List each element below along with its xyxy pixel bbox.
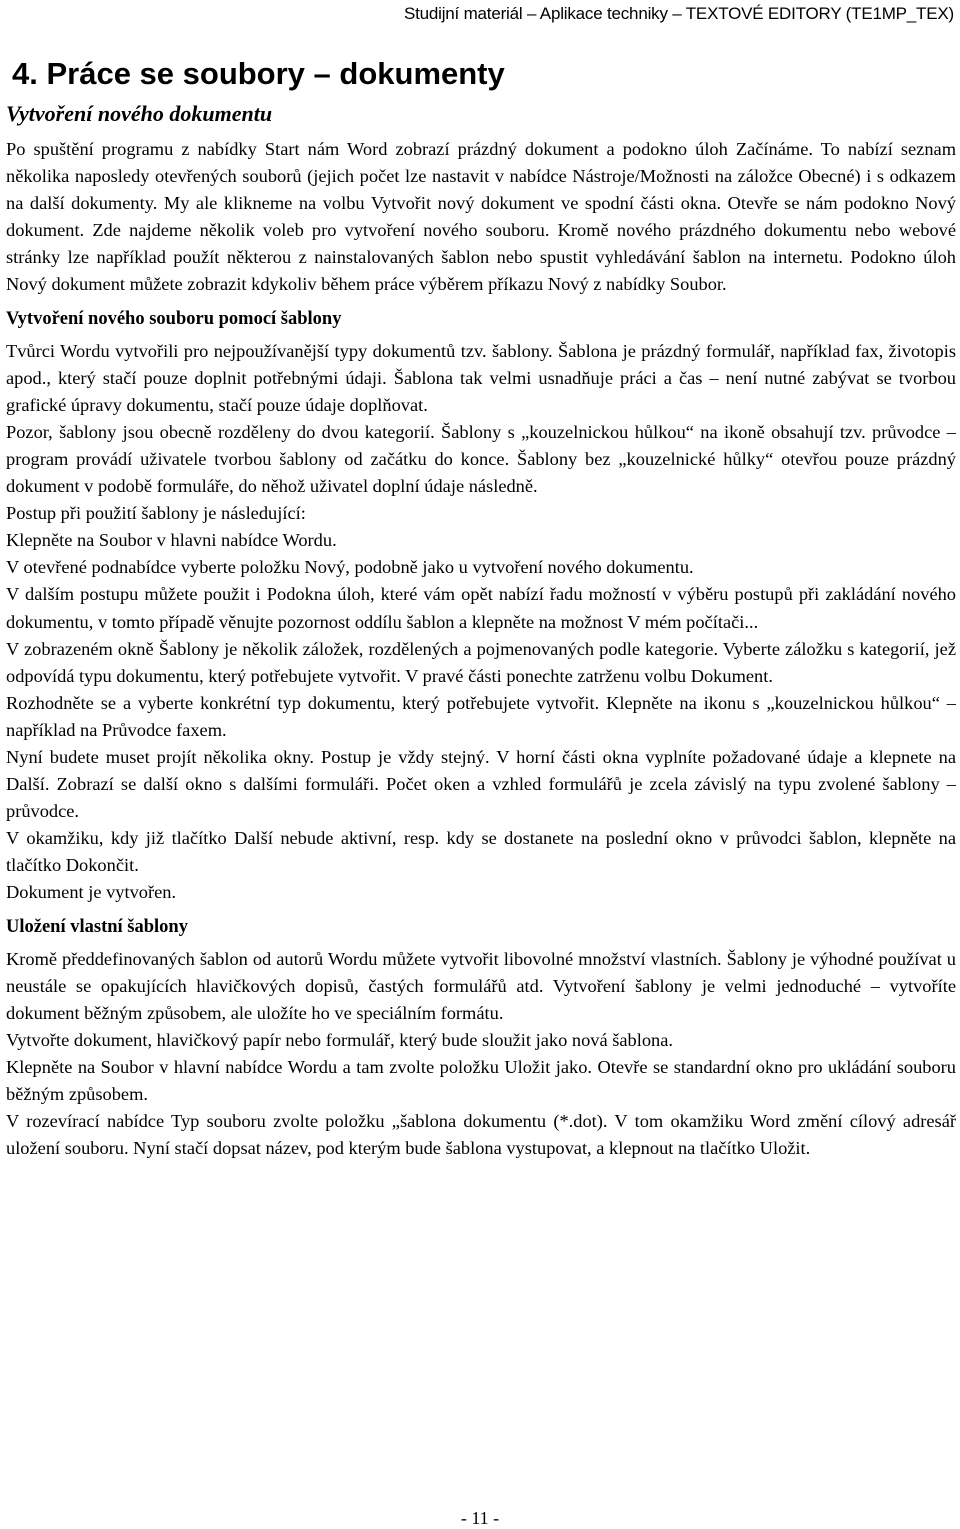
paragraph: Klepněte na Soubor v hlavní nabídce Wordu a tam zvolte položku Uložit jako. Otevře se standardní okno pro ukládání souboru běžným způsobem. (6, 1056, 956, 1104)
section-save-template (6, 914, 956, 1163)
paragraph: Rozhodněte se a vyberte konkrétní typ dokumentu, který potřebujete vytvořit. Klepněte na ikonu s „kouzelnickou hůlkou“ – například na Průvodce faxem. (6, 692, 956, 740)
paragraph: Pozor, šablony jsou obecně rozděleny do dvou kategorií. Šablony s „kouzelnickou hůlkou“ na ikoně obsahují tzv. průvodce – program provádí uživatele tvorbou šablony od začátku do konce. Šablony bez „kouzelnické hůlky“ otevřou pouze prázdný dokument v podobě formuláře, do něhož uživatel doplní údaje následně. (6, 421, 956, 497)
running-header: Studijní materiál – Aplikace techniky – TEXTOVÉ EDITORY (TE1MP_TEX) (403, 4, 954, 23)
paragraph: Dokument je vytvořen. (6, 882, 177, 903)
paragraph: Vytvořte dokument, hlavičkový papír nebo formulář, který bude sloužit jako nová šablona. (6, 1029, 674, 1050)
paragraph: V okamžiku, kdy již tlačítko Další nebude aktivní, resp. kdy se dostanete na poslední okno v průvodci šablon, klepněte na tlačítko Dokončit. (6, 828, 956, 876)
section-heading: Uložení vlastní šablony (6, 916, 188, 937)
section-heading: Vytvoření nového dokumentu (6, 101, 273, 126)
paragraph: Kromě předdefinovaných šablon od autorů Wordu můžete vytvořit libovolné množství vlastních. Šablony je výhodné používat u neustále se opakujících hlavičkových dopisů, častých formulářů atd. Vytvoření šablony je velmi jednoduché – vytvoříte dokument běžným způsobem, ale uložíte ho ve speciálním formátu. (6, 948, 956, 1023)
paragraph: Po spuštění programu z nabídky Start nám Word zobrazí prázdný dokument a podokno úloh Začínáme. To nabízí seznam několika naposledy otevřených souborů (jejich počet lze nastavit v nabídce Nástroje/Možnosti na záložce Obecné) i s odkazem na další dokumenty. My ale klikneme na volbu Vytvořit nový dokument ve spodní části okna. Otevře se nám podokno Nový dokument. Zde najdeme několik voleb pro vytvoření nového souboru. Kromě nového prázdného dokumentu nebo webové stránky lze například použít některou z nainstalovaných šablon nebo spustit vyhledávání šablon na internetu. Podokno úloh Nový dokument můžete zobrazit kdykoliv během práce výběrem příkazu Nový z nabídky Soubor. (6, 139, 956, 295)
document-body (6, 52, 956, 1162)
paragraph: Klepněte na Soubor v hlavni nabídce Wordu. (6, 530, 337, 551)
paragraph: Tvůrci Wordu vytvořili pro nejpoužívanější typy dokumentů tzv. šablony. Šablona je prázdný formulář, například fax, životopis apod., který stačí pouze doplnit potřebnými údaji. Šablona tak velmi usnadňuje práci a čas – není nutné zabývat se tvorbou grafické úpravy dokumentu, stačí pouze údaje doplňovat. (6, 340, 956, 415)
page-number: - 11 - (460, 1508, 500, 1528)
paragraph: V rozevírací nabídce Typ souboru zvolte položku „šablona dokumentu (*.dot). V tom okamžiku Word změní cílový adresář uložení souboru. Nyní stačí dopsat název, pod kterým bude šablona vystupovat, a klepnout na tlačítko Uložit. (6, 1111, 956, 1159)
paragraph: V zobrazeném okně Šablony je několik záložek, rozdělených a pojmenovaných podle kategorie. Vyberte záložku s kategorií, jež odpovídá typu dokumentu, který potřebujete vytvořit. V pravé části ponechte zatrženu volbu Dokument. (6, 638, 956, 686)
chapter-title: 4. Práce se soubory – dokumenty (12, 56, 505, 91)
section-heading: Vytvoření nového souboru pomocí šablony (6, 308, 342, 329)
paragraph: Nyní budete muset projít několika okny. Postup je vždy stejný. V horní části okna vyplníte požadované údaje a klepnete na Další. Zobrazí se další okno s dalšími formuláři. Počet oken a vzhled formulářů je zcela závislý na typu zvolené šablony – průvodce. (6, 746, 956, 822)
section-new-document (6, 100, 956, 299)
paragraph: V otevřené podnabídce vyberte položku Nový, podobně jako u vytvoření nového dokumentu. (6, 557, 694, 578)
paragraph: Postup při použití šablony je následující: (6, 503, 306, 524)
paragraph: V dalším postupu můžete použit i Podokna úloh, které vám opět nabízí řadu možností v výběru postupů při zakládání nového dokumentu, v tomto případě věnujte pozornost oddílu šablon a klepněte na možnost V mém počítači... (6, 584, 956, 632)
section-template (6, 306, 956, 907)
